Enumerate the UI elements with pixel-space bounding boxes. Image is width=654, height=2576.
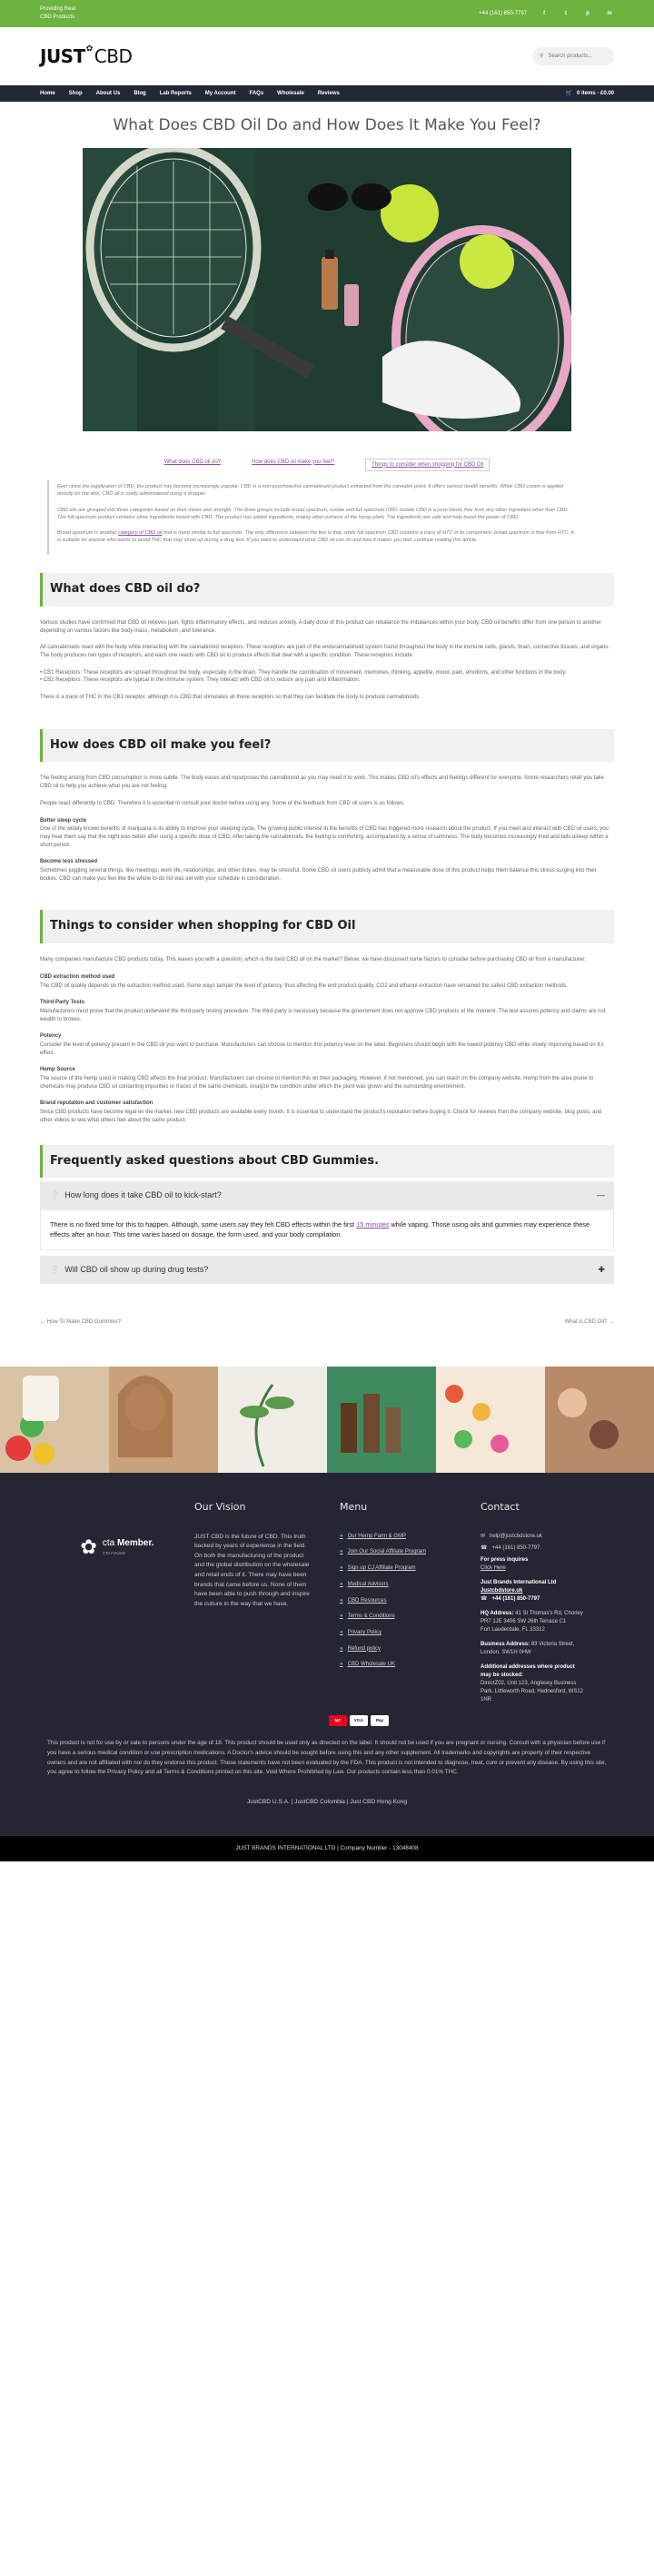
hero-image: [83, 148, 571, 431]
subheading: Brand reputation and customer satisfaction: [40, 1100, 154, 1107]
footer-link-refund[interactable]: ● Refund policy: [340, 1645, 381, 1652]
intro-paragraph-2: CBD oils are grouped into three categories based on their mixes and strength. The three groups include broad spectrum, isolate and full spectrum CBD. Isolate CBD is a pure blend, free from any other ingredient other than CBD. The full-spectrum product contains other ingredients mixed with CBD. The product has added ingredients, mainly other extracts of the hemp plant. The ingredients are safe and help boost the power of CBD.: [57, 507, 570, 520]
visa-icon: VISA: [350, 1715, 368, 1726]
paragraph: All cannabinoids react with the body while interacting with the cannabinoid receptors. These receptors are part of the endocannabinoid system found throughout the body in the immune cells, glands, brain, connective tissues, and organs. The body produces two types of receptors, and each one reacts with CBD oil to produce effects that deal with a specific condition. These receptors include:: [40, 645, 609, 658]
press-link[interactable]: Click Here: [481, 1564, 506, 1571]
fifteen-minutes-link[interactable]: 15 minutes: [356, 1220, 390, 1229]
nav-lab-reports[interactable]: Lab Reports: [159, 90, 192, 96]
section-what-does: [40, 619, 614, 702]
vision-heading: Our Vision: [194, 1500, 246, 1513]
question-circle-icon: ❔: [49, 1190, 60, 1200]
facebook-icon[interactable]: f: [543, 10, 545, 16]
paragraph: Consider the level of potency present in the CBD oil you want to purchase. Manufacturers can choose to mention this potency level on the label. Beginners should begin with the lowest potency CBD while slowly improving based on it's effect.: [40, 1042, 604, 1056]
paragraph: The feeling arising from CBD consumption is more subtle. The body eases and repurposes the cannabinoid as you may need it to work. This makes CBD oil's effects and feelings different for everyone. Some researchers retell you take CBD oil to help you achieve what you are not feeling.: [40, 775, 605, 790]
footer-contact: [481, 1500, 585, 1704]
faq-question-2[interactable]: [40, 1256, 614, 1284]
cta-label: cta: [102, 1537, 115, 1548]
paragraph: Various studies have confirmed that CBD oil relieves pain, fights inflammatory effects, and reduces anxiety. A daily dose of this product can rebalance the imbalances within your body. CBD oil benefits differ from one person to another depending on various factors like body mass, metabolism, and tolerance.: [40, 619, 601, 634]
subheading: Hemp Source: [40, 1067, 75, 1073]
gallery-image-gummy-bears[interactable]: [436, 1367, 545, 1473]
paragraph: One of the widely known benefits of marijuana is its ability to improve your sleeping cycle. The growing public interest in the benefits of CBD has triggered more research about the product. If you meet and interact with CBD oil users, you may hear them say that the night was better after using a specific dose of CBD. After taking the cannabinoids, the feeling is comforting, accompanied by a sense of calmness. The body becomes increasingly tired and falls asleep within a short period.: [40, 826, 609, 848]
search-icon: ⚲: [540, 53, 544, 59]
footer-link-social-affiliate[interactable]: ● Join Our Social Affiliate Program: [340, 1549, 426, 1555]
social-links: [540, 9, 614, 18]
page-title: What Does CBD Oil Do and How Does It Make You Feel?: [113, 116, 541, 134]
nav-wholesale[interactable]: Wholesale: [277, 90, 304, 96]
company-site-link[interactable]: Justcbdstore.uk: [481, 1587, 523, 1594]
footer-link-privacy[interactable]: ● Privacy Policy: [340, 1629, 382, 1635]
nav-my-account[interactable]: My Account: [204, 90, 236, 96]
gallery-image-gummies-jar[interactable]: [0, 1367, 109, 1473]
receptor-list: • CB1 Receptors: These receptors are spread throughout the body, especially in the brain. They handle the coordination of movement, memories, thinking, appetite, mood, pain, emotions, and other functions in the body. • CB2 Receptors: These receptors are typical in the immune system. They interact with CBD oil to reduce any pain and inflammation.: [40, 669, 567, 684]
contact-email[interactable]: ✉ help@justcbdstore.uk: [481, 1533, 542, 1539]
post-navigation: [40, 1318, 614, 1327]
site-header: [0, 27, 654, 85]
section-heading-things-to-consider: Things to consider when shopping for CBD Oil: [40, 910, 614, 943]
vision-text: JUST CBD is the future of CBD. This truth backed by years of experience in the field. On both the manufacturing of the product and the global distribution on the wholesale and retail ends of it. There may have been brands that came before us. None of them have been able to push through and inspire the culture in the way that we have.: [194, 1533, 310, 1607]
arrow-right-icon: →: [607, 1319, 614, 1326]
paragraph: Many companies manufacture CBD products today. This leaves you with a question; which is the best CBD oil on the market? Below, we have discussed some factors to consider before purchasing CBD oil from a manufacturer:: [40, 957, 587, 963]
paragraph: The CBD oil quality depends on the extraction method used. Some ways tamper the level of potency, thus affecting the end product quality. CO2 and ethanol extraction have remained the safest CBD extraction methods.: [40, 982, 568, 989]
company-phone[interactable]: ☎ +44 (161) 850-7797: [481, 1595, 540, 1602]
subheading: Third-Party Tests: [40, 1000, 84, 1006]
linkedin-icon[interactable]: in: [607, 10, 612, 16]
footer-link-medical-advisors[interactable]: ● Medical Advisors: [340, 1581, 389, 1587]
toc-link-how-does[interactable]: How does CBD oil make you feel?: [252, 459, 335, 465]
cta-member-badge: [40, 1500, 194, 1704]
toc-link-things-to-consider[interactable]: Things to consider when shopping for CBD Oil: [365, 459, 490, 472]
nav-faqs[interactable]: FAQs: [249, 90, 264, 96]
payment-cards: [329, 1715, 614, 1726]
section-heading-what-does: What does CBD oil do?: [40, 573, 614, 607]
paragraph: The source of the hemp used in making CBD affects the final product. Manufacturers can choose to mention this on their packaging. However, if not mentioned, you can reach on the company website. Hemp from the area prone to chemicals may produce CBD oil containing impurities or traces of the same chemicals. Analyze the condition under which the plant was grown and the surrounding environment.: [40, 1076, 594, 1090]
hero-illustration: [83, 148, 571, 431]
footer-link-cj-affiliate[interactable]: ● Sign up CJ Affiliate Program: [340, 1565, 416, 1572]
tagline-line1: Providing Real: [40, 6, 76, 12]
intro-paragraph-1: Ever since the legalization of CBD, the product has become increasingly popular. CBD is a non-psychoactive cannabinoid product extracted from the cannabis plant. It offers various health benefits. While CBD cream is applied directly on the skin, CBD oil is orally administered using a dropper.: [57, 484, 564, 498]
site-logo[interactable]: [40, 44, 132, 70]
faq-item-2: [40, 1256, 614, 1284]
nav-about[interactable]: About Us: [95, 90, 121, 96]
category-link[interactable]: category of CBD oil: [118, 529, 163, 536]
main-nav: [0, 85, 654, 102]
gallery-image-bath-bombs[interactable]: [545, 1367, 654, 1473]
intro-quote: [47, 480, 574, 555]
topbar-phone[interactable]: +44 (161) 850-7797: [479, 10, 527, 16]
cart-button[interactable]: [565, 90, 614, 98]
plus-icon[interactable]: ✚: [598, 1265, 605, 1275]
nav-home[interactable]: Home: [40, 90, 55, 96]
business-address: Business Address: 83 Victoria Street, London, SW1H 0HW: [481, 1641, 575, 1655]
paragraph: Manufacturers must prove that the product underwent the third-party testing procedure. The third-party is necessary because the government does not approve CBD products at the moment. The test assures potency and claims are not wealth to brokes.: [40, 1008, 606, 1022]
hq-address: HQ Address: 41 St Thomas's Rd, Chorley PR7 1JE 3406 SW 26th Terrace C1 Fort Lauderdale, FL 33312: [481, 1610, 583, 1633]
contact-heading: Contact: [481, 1500, 520, 1513]
toc-link-what-does[interactable]: What does CBD oil do?: [164, 459, 222, 465]
section-how-does: [40, 775, 614, 883]
question-circle-icon: ❔: [49, 1265, 60, 1275]
footer-menu: [340, 1500, 481, 1704]
nav-reviews[interactable]: Reviews: [317, 90, 340, 96]
section-things-to-consider: [40, 956, 614, 1124]
footer-link-wholesale-uk[interactable]: ● CBD Wholesale UK: [340, 1662, 395, 1668]
faq-answer-1: There is no fixed time for this to happen. Although, some users say they felt CBD effects within the first 15 minutes while vaping. Those using oils and gummies may experience these effects after an hour. This time varies based on dosage, the form used, and your body compilation.: [40, 1209, 614, 1250]
footer-link-cbd-resources[interactable]: ● CBD Resources: [340, 1597, 387, 1604]
faq-question-text: Will CBD oil show up during drug tests?: [64, 1265, 209, 1275]
subheading: CBD extraction method used: [40, 973, 115, 980]
member-text: Member.: [116, 1537, 154, 1548]
table-of-contents: [40, 459, 614, 472]
site-footer: [0, 1473, 654, 1836]
logo-cbd: CBD: [94, 44, 133, 67]
footer-link-terms[interactable]: ● Terms & Conditions: [340, 1614, 395, 1620]
subheading: Potency: [40, 1033, 62, 1040]
intro-paragraph-3: Broad spectrum is another category of CBD oil that is more similar to full spectrum. The only difference between the two is that, while full spectrum CBD contains a trace of HTC in its component, broad spectrum is free from HTC. It is suitable for anyone who wants to avoid THC that may show up during a drug test. If you want to understand what CBD oil can do and how it makes you feel, continue reading this article.: [57, 529, 574, 543]
mastercard-icon: MC: [329, 1715, 347, 1726]
prev-post-link[interactable]: ← How To Make CBD Gummies?: [40, 1319, 121, 1326]
envelope-icon: ✉: [481, 1533, 486, 1539]
section-heading-how-does: How does CBD oil make you feel?: [40, 729, 614, 763]
phone-icon: ☎: [481, 1595, 488, 1602]
leaf-icon: ✿: [85, 44, 93, 54]
nav-shop[interactable]: Shop: [68, 90, 83, 96]
subheading: Better sleep cycle: [40, 817, 87, 824]
faq-heading: Frequently asked questions about CBD Gummies.: [40, 1145, 614, 1179]
instagram-gallery: [0, 1367, 654, 1473]
brand-links[interactable]: JustCBD U.S.A. | JustCBD Colombia | Just CBD Hong Kong: [246, 1799, 408, 1806]
paragraph: Sometimes juggling several things, like meetings, work life, relationships, and other duties, may be stressful. Some CBD oil users publicly admit that a measurable dose of this product helps them balance this stress surging into their bodies. CBD can make you feel like the whole to-do list was set with your schedule in consideration.: [40, 867, 597, 882]
additional-address-label: Additional addresses where product may be stocked:: [481, 1663, 575, 1678]
faq-question-text: How long does it take CBD oil to kick-start?: [64, 1190, 222, 1200]
nav-blog[interactable]: Blog: [134, 90, 146, 96]
footer-vision: [194, 1500, 340, 1704]
logo-just: JUST: [40, 44, 85, 67]
subheading: Become less stressed: [40, 859, 98, 865]
faq-item-1: [40, 1181, 614, 1250]
cta-logo-icon: ✿: [80, 1535, 97, 1558]
next-post-link[interactable]: What is CBD Oil? →: [564, 1319, 614, 1326]
cart-icon: 🛒: [565, 90, 572, 96]
company-number-bar: JUST BRANDS INTERNATIONAL LTD | Company Number - 13048408: [0, 1836, 654, 1861]
minus-icon[interactable]: —: [597, 1190, 605, 1200]
company-name: Just Brands International Ltd: [481, 1579, 557, 1585]
additional-address: DirectZ02, Unit 123, Anglesey Business Park, Littleworth Road, Hednesford, WS12 1NR: [481, 1680, 584, 1703]
cart-total: 0 items - £0.00: [576, 90, 614, 96]
paragraph: People react differently to CBD. Therefore it is essential to consult your doctor before using any. Some of the feedback from CBD oil users is as follows:: [40, 800, 405, 806]
search-input[interactable]: [532, 47, 614, 65]
phone-icon: ☎: [481, 1545, 488, 1551]
gallery-image-plant[interactable]: [218, 1367, 327, 1473]
footer-link-hemp-farm[interactable]: ● Our Hemp Farm & GMP: [340, 1533, 406, 1539]
press-label: For press inquires: [481, 1556, 529, 1563]
menu-heading: Menu: [340, 1500, 368, 1513]
paragraph: There is a trace of THC in the CB1 receptor, although it is CBD that stimulates all these receptors so that they can facilitate the body to produce cannabinoids.: [40, 694, 421, 700]
top-bar: [0, 0, 654, 27]
legal-disclaimer: This product is not for use by or sale to persons under the age of 18. This product should be used only as directed on the label. It should not be used if you are pregnant or nursing. Consult with a physician before use if you have a serious medical condition or use prescription medications. A Doctor's advice should be sought before using this and any other supplement. All trademarks and copyrights are property of their respective owners and are not affiliated with nor do they endorse this product. These statements have not been evaluated by the FDA. This product is not intended to diagnose, treat, cure or prevent any disease. By using this site, you agree to follow the Privacy Policy and all Terms & Conditions printed on this site. Void Where Prohibited by Law. Our products contain less than 0.01% THC.: [47, 1739, 607, 1776]
faq-question-1[interactable]: [40, 1181, 614, 1209]
pinterest-icon[interactable]: p: [586, 10, 590, 16]
tagline-line2: CBD Products: [40, 15, 75, 20]
search-placeholder: Search products...: [548, 53, 593, 59]
paragraph: Since CBD products have become legal on the market, new CBD products are available every month. It is essential to understand the product's reputation before buying it. Check for reviews from the company website, blog posts, and other videos to see what others feel about the same product.: [40, 1110, 602, 1123]
twitter-icon[interactable]: t: [565, 10, 567, 16]
apple-pay-icon: Pay: [371, 1715, 389, 1726]
gallery-image-tinctures[interactable]: [327, 1367, 436, 1473]
contact-phone[interactable]: ☎ +44 (161) 850-7797: [481, 1545, 540, 1551]
gallery-image-woman[interactable]: [109, 1367, 218, 1473]
article: [0, 114, 654, 1327]
tagline: [40, 5, 75, 22]
member-sub: CTA FOUND: [102, 1551, 125, 1556]
arrow-left-icon: ←: [40, 1319, 47, 1326]
